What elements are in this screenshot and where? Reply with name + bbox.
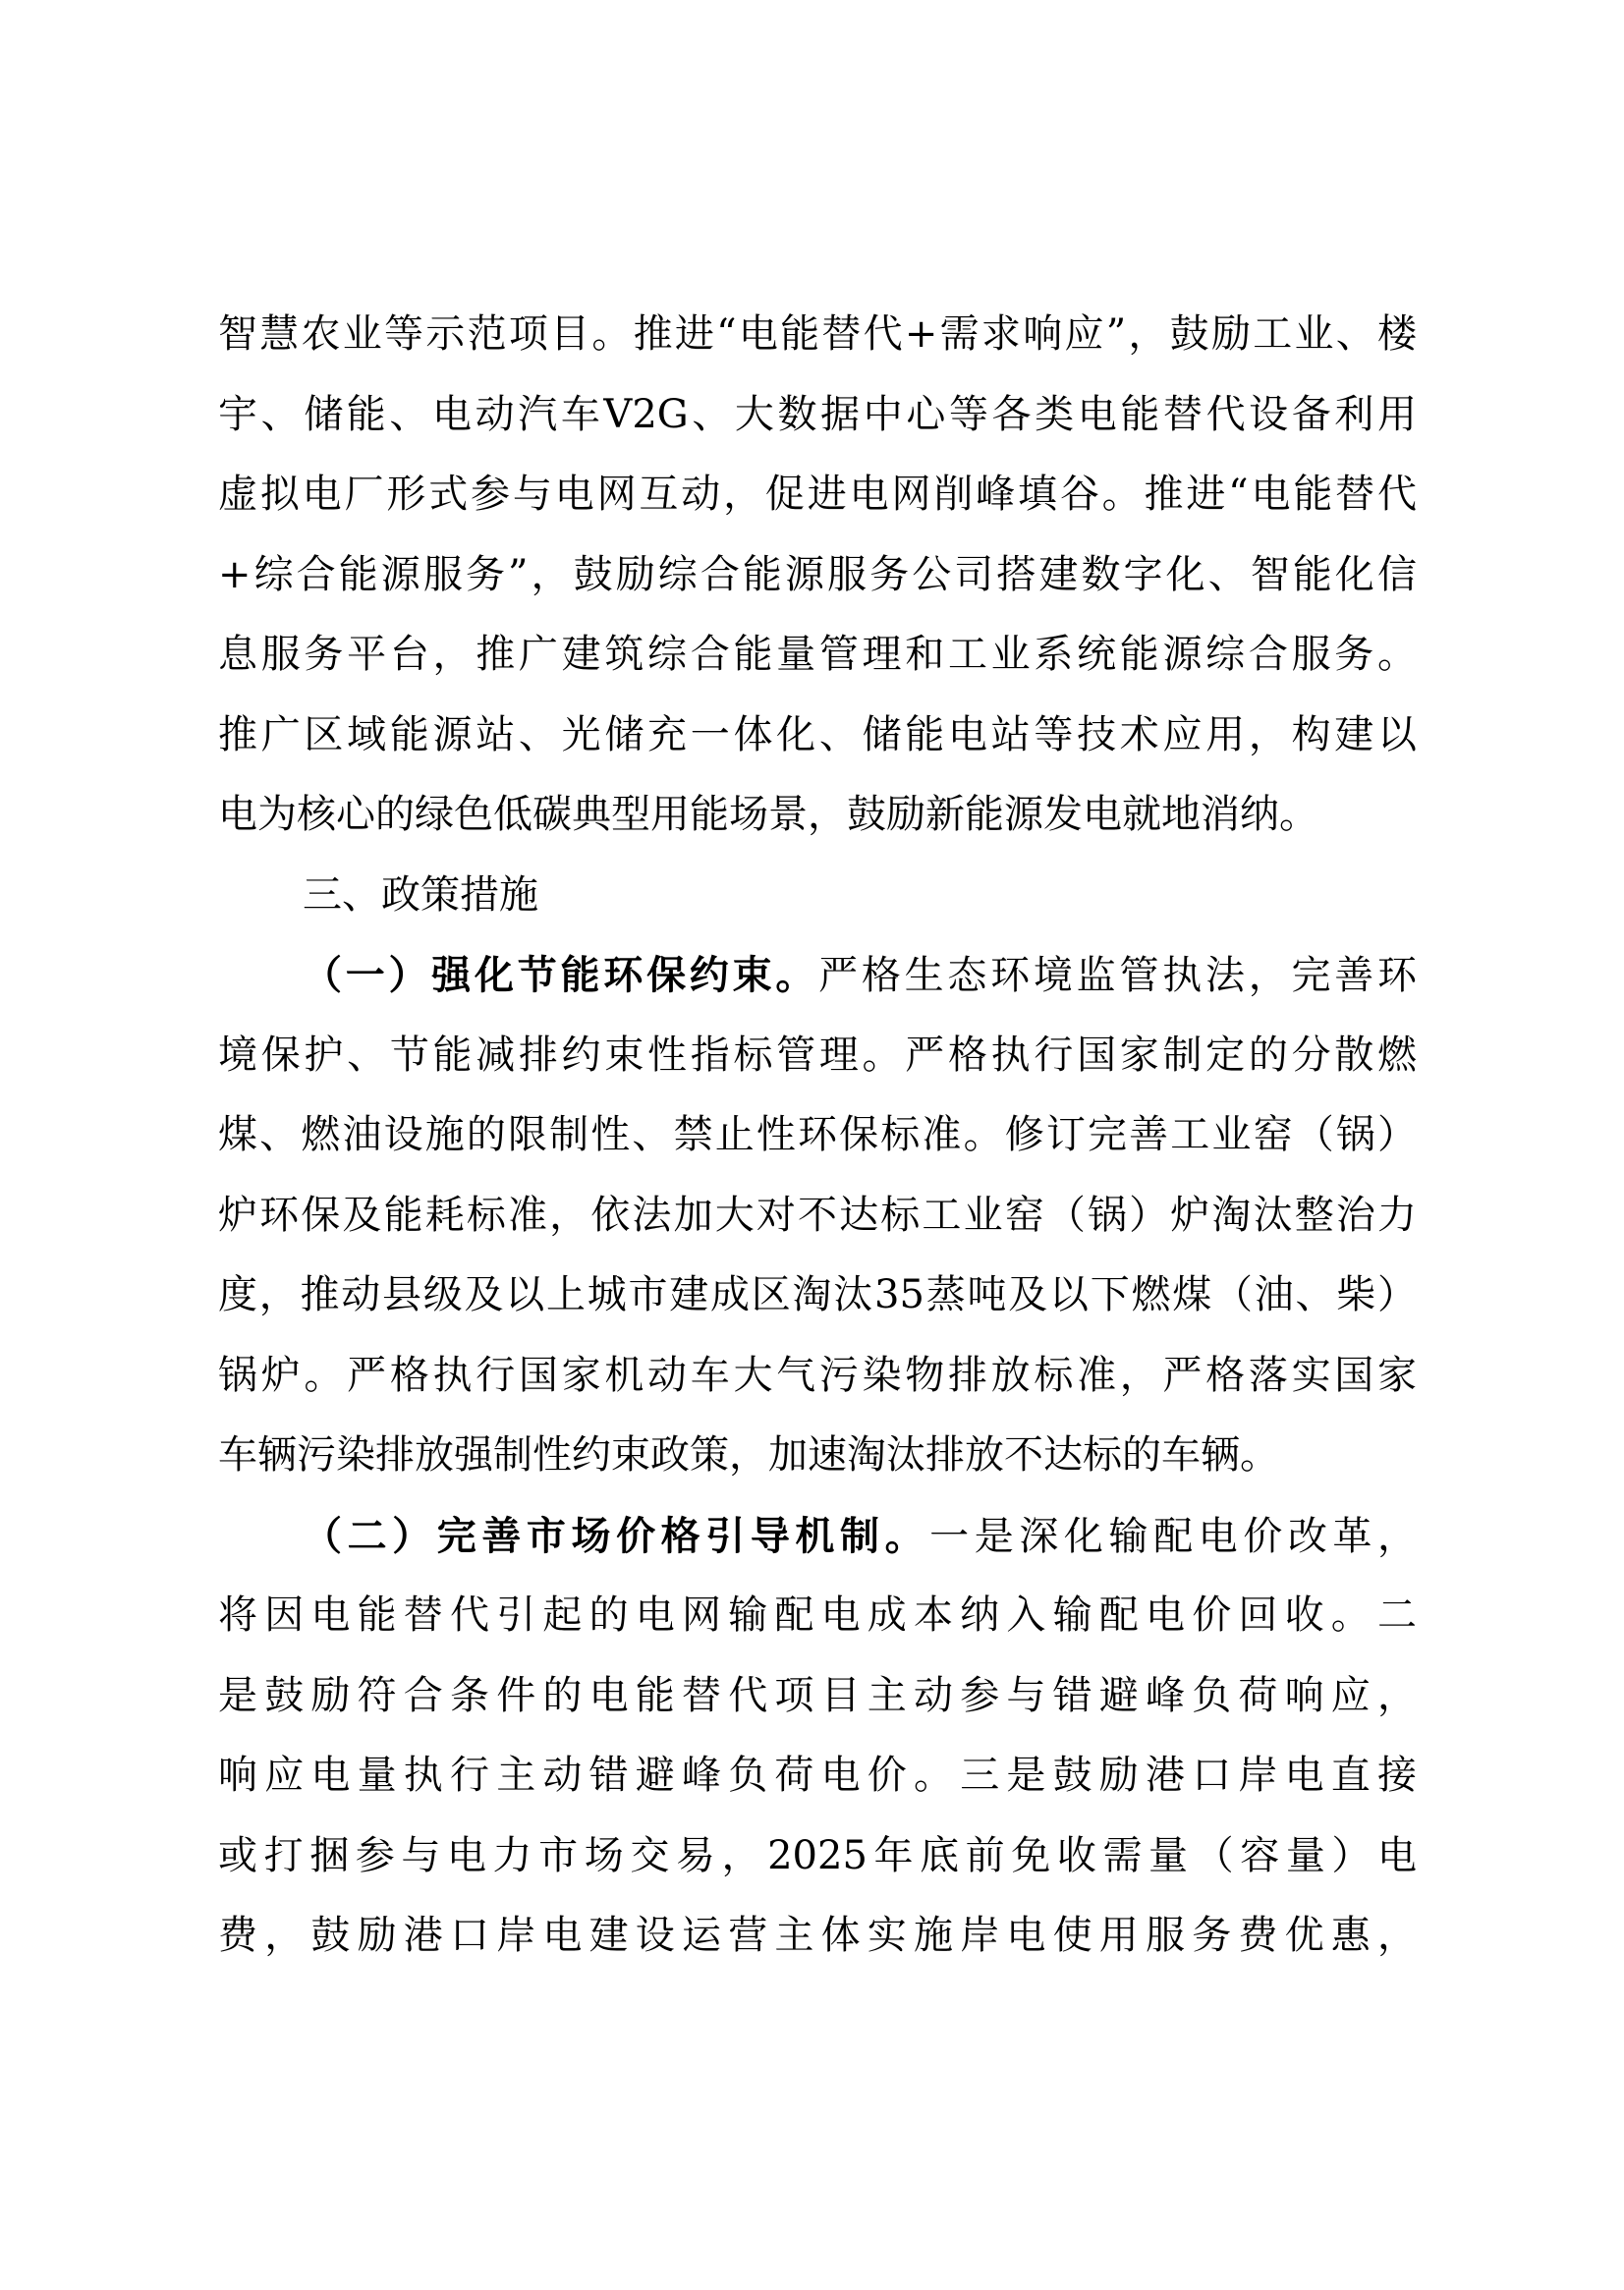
item2-first-line — [218, 1496, 1417, 1577]
paragraph-line: 息服务平台，推广建筑综合能量管理和工业系统能源综合服务。 — [218, 632, 1417, 677]
paragraph-line: 智慧农业等示范项目。推进“电能替代+需求响应”，鼓励工业、楼 — [218, 311, 1417, 357]
paragraph-line: 虚拟电厂形式参与电网互动，促进电网削峰填谷。推进“电能替代 — [218, 472, 1417, 517]
paragraph-line: 电为核心的绿色低碳典型用能场景，鼓励新能源发电就地消纳。 — [218, 792, 1318, 837]
paragraph-line: 车辆污染排放强制性约束政策，加速淘汰排放不达标的车辆。 — [218, 1432, 1279, 1478]
paragraph-line: 境保护、节能减排约束性指标管理。严格执行国家制定的分散燃 — [218, 1032, 1417, 1078]
paragraph-line: 煤、燃油设施的限制性、禁止性环保标准。修订完善工业窑（锅） — [218, 1112, 1417, 1157]
item2-first-line-text: 一是深化输配电价改革， — [929, 1513, 1418, 1559]
paragraph-line: 费，鼓励港口岸电建设运营主体实施岸电使用服务费优惠， — [218, 1913, 1417, 1958]
paragraph-line: 响应电量执行主动错避峰负荷电价。三是鼓励港口岸电直接 — [218, 1753, 1417, 1798]
item2-heading: （二）完善市场价格引导机制。 — [303, 1512, 930, 1559]
section-heading: 三、政策措施 — [303, 871, 538, 918]
paragraph-line: 推广区域能源站、光储充一体化、储能电站等技术应用，构建以 — [218, 711, 1417, 757]
item1-heading: （一）强化节能环保约束。 — [303, 952, 819, 998]
paragraph-line: +综合能源服务”，鼓励综合能源服务公司搭建数字化、智能化信 — [218, 551, 1417, 597]
paragraph-line: 炉环保及能耗标准，依法加大对不达标工业窑（锅）炉淘汰整治力 — [218, 1192, 1417, 1238]
item1-first-line — [218, 935, 1417, 1016]
paragraph-line: 将因电能替代引起的电网输配电成本纳入输配电价回收。二 — [218, 1592, 1417, 1638]
paragraph-line: 度，推动县级及以上城市建成区淘汰35蒸吨及以下燃煤（油、柴） — [218, 1272, 1417, 1317]
item1-first-line-text: 严格生态环境监管执法，完善环 — [818, 953, 1418, 998]
paragraph-line: 锅炉。严格执行国家机动车大气污染物排放标准，严格落实国家 — [218, 1352, 1417, 1398]
paragraph-line: 宇、储能、电动汽车V2G、大数据中心等各类电能替代设备利用 — [218, 391, 1417, 437]
paragraph-line: 是鼓励符合条件的电能替代项目主动参与错避峰负荷响应， — [218, 1672, 1417, 1718]
document-body — [218, 295, 1417, 1977]
paragraph-line: 或打捆参与电力市场交易，2025年底前免收需量（容量）电 — [218, 1832, 1417, 1878]
